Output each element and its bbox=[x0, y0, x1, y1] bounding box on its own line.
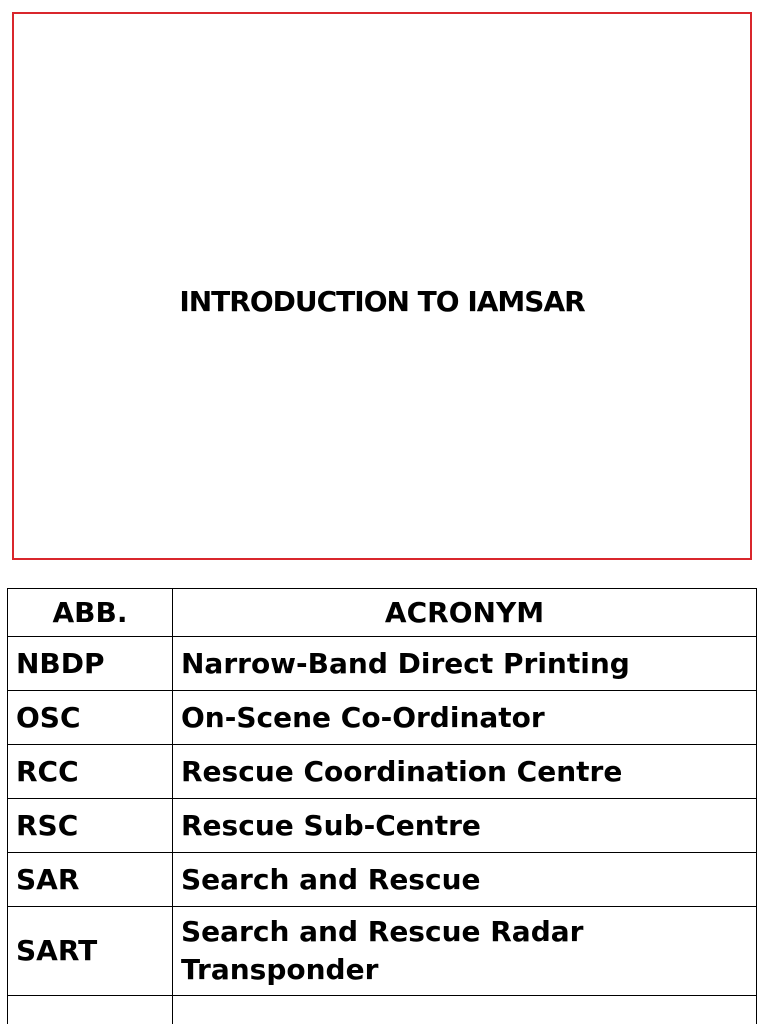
row-acronym: Search and Rescue Radar Transponder bbox=[173, 907, 757, 996]
row-acronym: Search and Rescue bbox=[173, 853, 757, 907]
table-header-row bbox=[8, 589, 757, 637]
row-abbreviation: RCC bbox=[8, 745, 173, 799]
row-abbreviation: NBDP bbox=[8, 637, 173, 691]
row-acronym: Narrow-Band Direct Printing bbox=[173, 637, 757, 691]
table-row bbox=[8, 907, 757, 996]
row-abbreviation: OSC bbox=[8, 691, 173, 745]
slide-title: INTRODUCTION TO IAMSAR bbox=[179, 285, 585, 318]
table-row bbox=[8, 996, 757, 1024]
header-acronym: ACRONYM bbox=[173, 589, 757, 637]
row-acronym: Rescue Sub-Centre bbox=[173, 799, 757, 853]
row-acronym bbox=[173, 996, 757, 1024]
table-row bbox=[8, 853, 757, 907]
row-abbreviation: SAR bbox=[8, 853, 173, 907]
table-row bbox=[8, 691, 757, 745]
acronym-table bbox=[7, 588, 757, 1024]
row-abbreviation: RSC bbox=[8, 799, 173, 853]
title-slide bbox=[12, 12, 752, 560]
table-row bbox=[8, 799, 757, 853]
table-row bbox=[8, 745, 757, 799]
row-abbreviation bbox=[8, 996, 173, 1024]
table-row bbox=[8, 637, 757, 691]
row-abbreviation: SART bbox=[8, 907, 173, 996]
row-acronym: Rescue Coordination Centre bbox=[173, 745, 757, 799]
row-acronym: On-Scene Co-Ordinator bbox=[173, 691, 757, 745]
header-abbreviation: ABB. bbox=[8, 589, 173, 637]
